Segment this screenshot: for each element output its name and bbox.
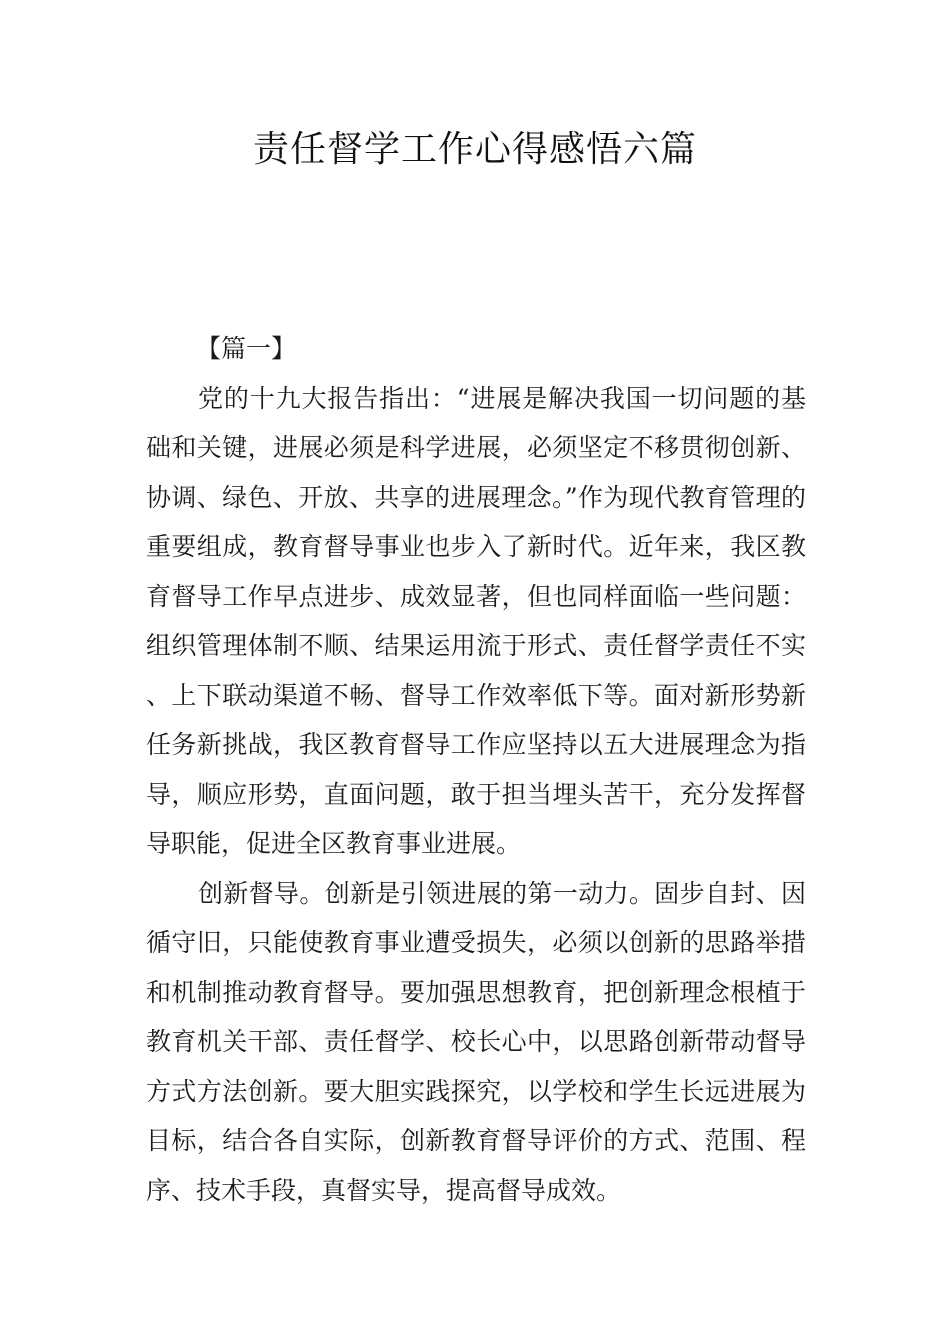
paragraph-1: 党的十九大报告指出：“进展是解决我国一切问题的基础和关键，进展必须是科学进展，必须坚定不移贯彻创新、协调、绿色、开放、共享的进展理念。”作为现代教育管理的重要组成，教育督导事业也步入了新时代。近年来，我区教育督导工作早点进步、成效显著，但也同样面临一些问题：组织管理体制不顺、结果运用流于形式、责任督学责任不实、上下联动渠道不畅、督导工作效率低下等。面对新形势新任务新挑战，我区教育督导工作应坚持以五大进展理念为指导，顺应形势，直面问题，敢于担当埋头苦干，充分发挥督导职能，促进全区教育事业进展。 <box>146 383 806 858</box>
document-title: 责任督学工作心得感悟六篇 <box>252 129 697 170</box>
document-body <box>146 324 806 1215</box>
paragraph-2: 创新督导。创新是引领进展的第一动力。固步自封、因循守旧，只能使教育事业遭受损失，必须以创新的思路举措和机制推动教育督导。要加强思想教育，把创新理念根植于教育机关干部、责任督学、校长心中，以思路创新带动督导方式方法创新。要大胆实践探究，以学校和学生长远进展为目标，结合各自实际，创新教育督导评价的方式、范围、程序、技术手段，真督实导，提高督导成效。 <box>146 878 806 1205</box>
section-heading: 【篇一】 <box>196 334 297 363</box>
